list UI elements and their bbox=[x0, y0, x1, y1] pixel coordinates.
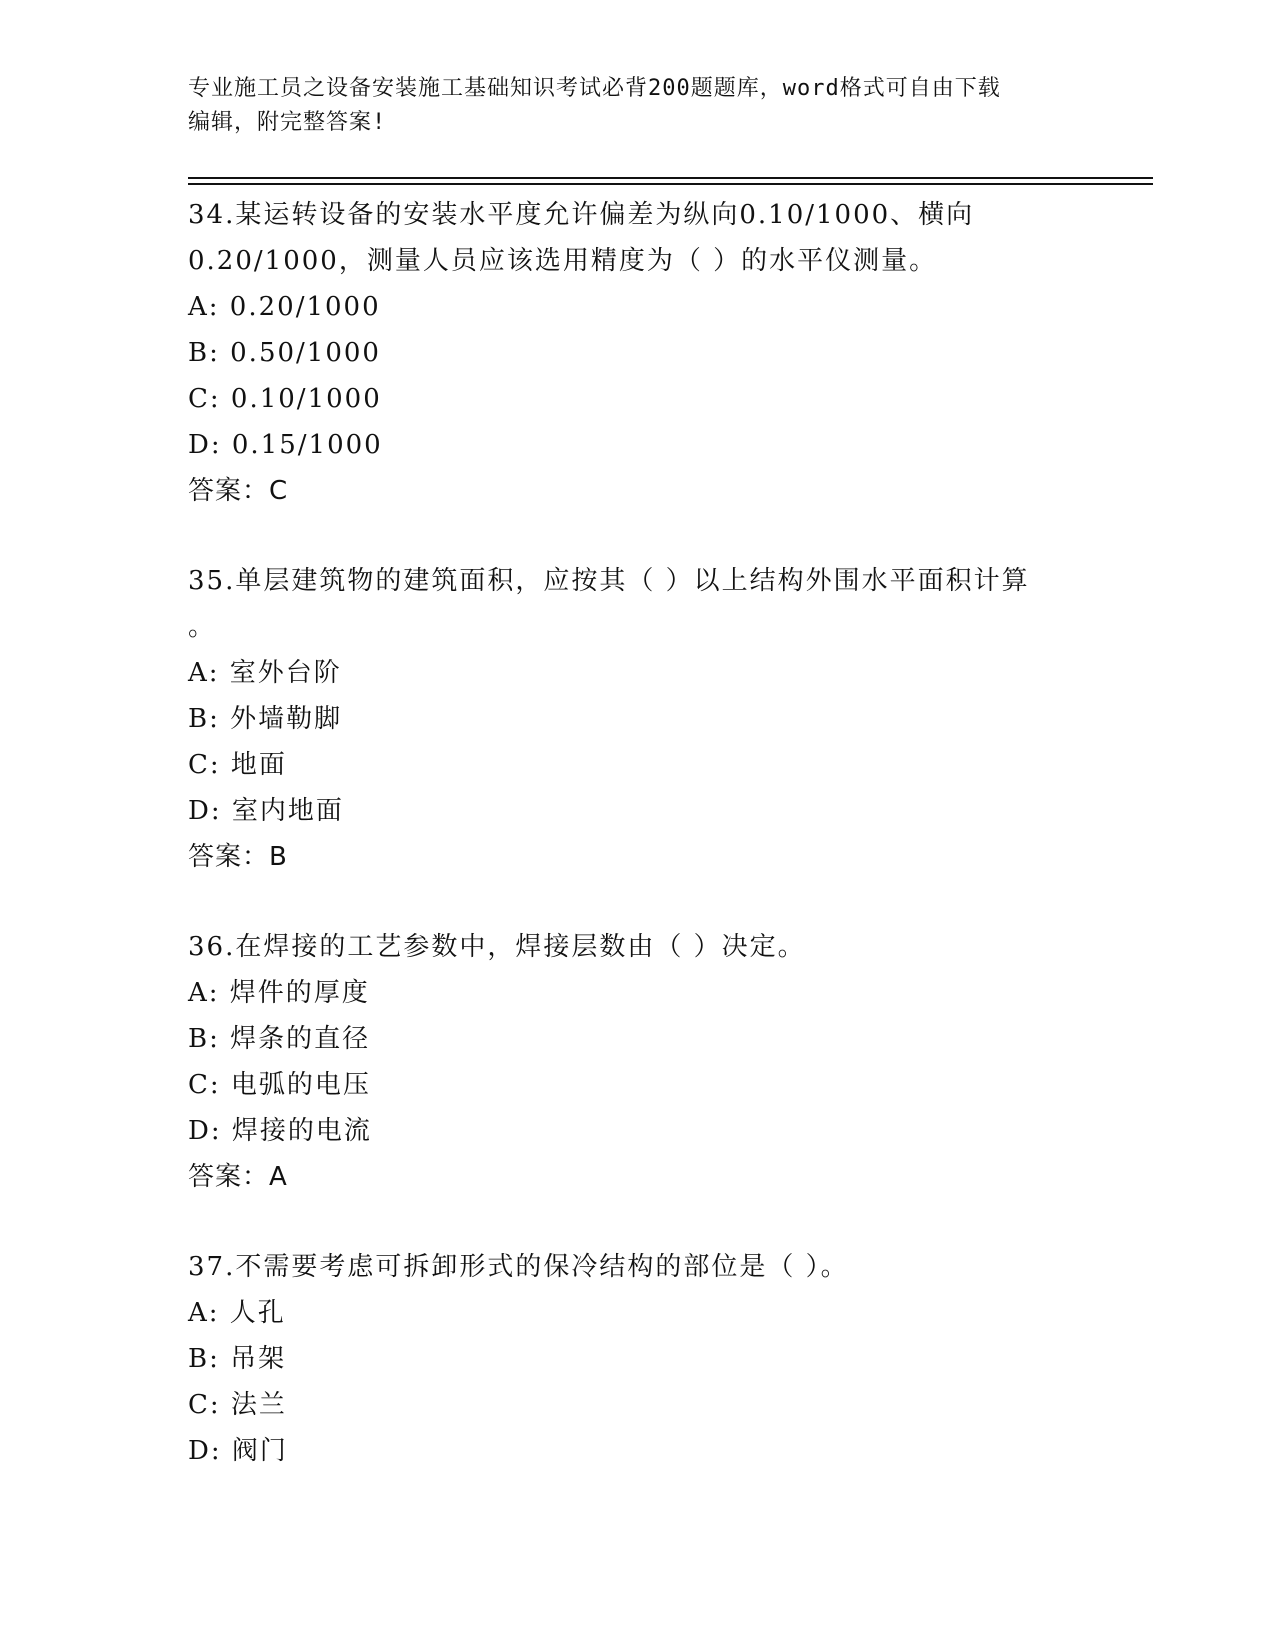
option-c: C: 0.10/1000 bbox=[188, 384, 382, 414]
question-text-line: 35.单层建筑物的建筑面积，应按其（ ）以上结构外围水平面积计算 bbox=[188, 566, 1030, 596]
option-a: A: 焊件的厚度 bbox=[188, 978, 370, 1008]
option-d: D: 0.15/1000 bbox=[188, 430, 383, 460]
option-c: C: 地面 bbox=[188, 750, 287, 780]
option-b: B: 吊架 bbox=[188, 1344, 287, 1374]
option-d: D: 焊接的电流 bbox=[188, 1116, 372, 1146]
option-c: C: 法兰 bbox=[188, 1390, 287, 1420]
question-37 bbox=[188, 1244, 1088, 1474]
document-header bbox=[188, 72, 1088, 140]
answer: 答案：B bbox=[188, 842, 288, 872]
option-d: D: 阀门 bbox=[188, 1436, 288, 1466]
header-divider-top bbox=[188, 177, 1153, 179]
option-b: B: 外墙勒脚 bbox=[188, 704, 343, 734]
option-a: A: 0.20/1000 bbox=[188, 292, 381, 322]
header-divider-bottom bbox=[188, 183, 1153, 185]
option-c: C: 电弧的电压 bbox=[188, 1070, 371, 1100]
option-a: A: 人孔 bbox=[188, 1298, 286, 1328]
question-text-line: 36.在焊接的工艺参数中，焊接层数由（ ）决定。 bbox=[188, 932, 806, 962]
answer: 答案：C bbox=[188, 476, 289, 506]
question-text-line: 0.20/1000，测量人员应该选用精度为（ ）的水平仪测量。 bbox=[188, 246, 938, 276]
question-text-line: 。 bbox=[188, 612, 217, 642]
question-text-line: 34.某运转设备的安装水平度允许偏差为纵向0.10/1000、横向 bbox=[188, 200, 975, 230]
question-text-line: 37.不需要考虑可拆卸形式的保冷结构的部位是（ ）。 bbox=[188, 1252, 849, 1282]
header-line-2: 编辑，附完整答案! bbox=[188, 110, 387, 135]
option-a: A: 室外台阶 bbox=[188, 658, 342, 688]
question-35 bbox=[188, 558, 1088, 880]
question-list bbox=[188, 192, 1088, 1518]
option-d: D: 室内地面 bbox=[188, 796, 344, 826]
option-b: B: 0.50/1000 bbox=[188, 338, 381, 368]
header-line-1: 专业施工员之设备安装施工基础知识考试必背200题题库，word格式可自由下载 bbox=[188, 76, 1001, 101]
question-34 bbox=[188, 192, 1088, 514]
option-b: B: 焊条的直径 bbox=[188, 1024, 371, 1054]
answer: 答案：A bbox=[188, 1162, 288, 1192]
question-36 bbox=[188, 924, 1088, 1200]
